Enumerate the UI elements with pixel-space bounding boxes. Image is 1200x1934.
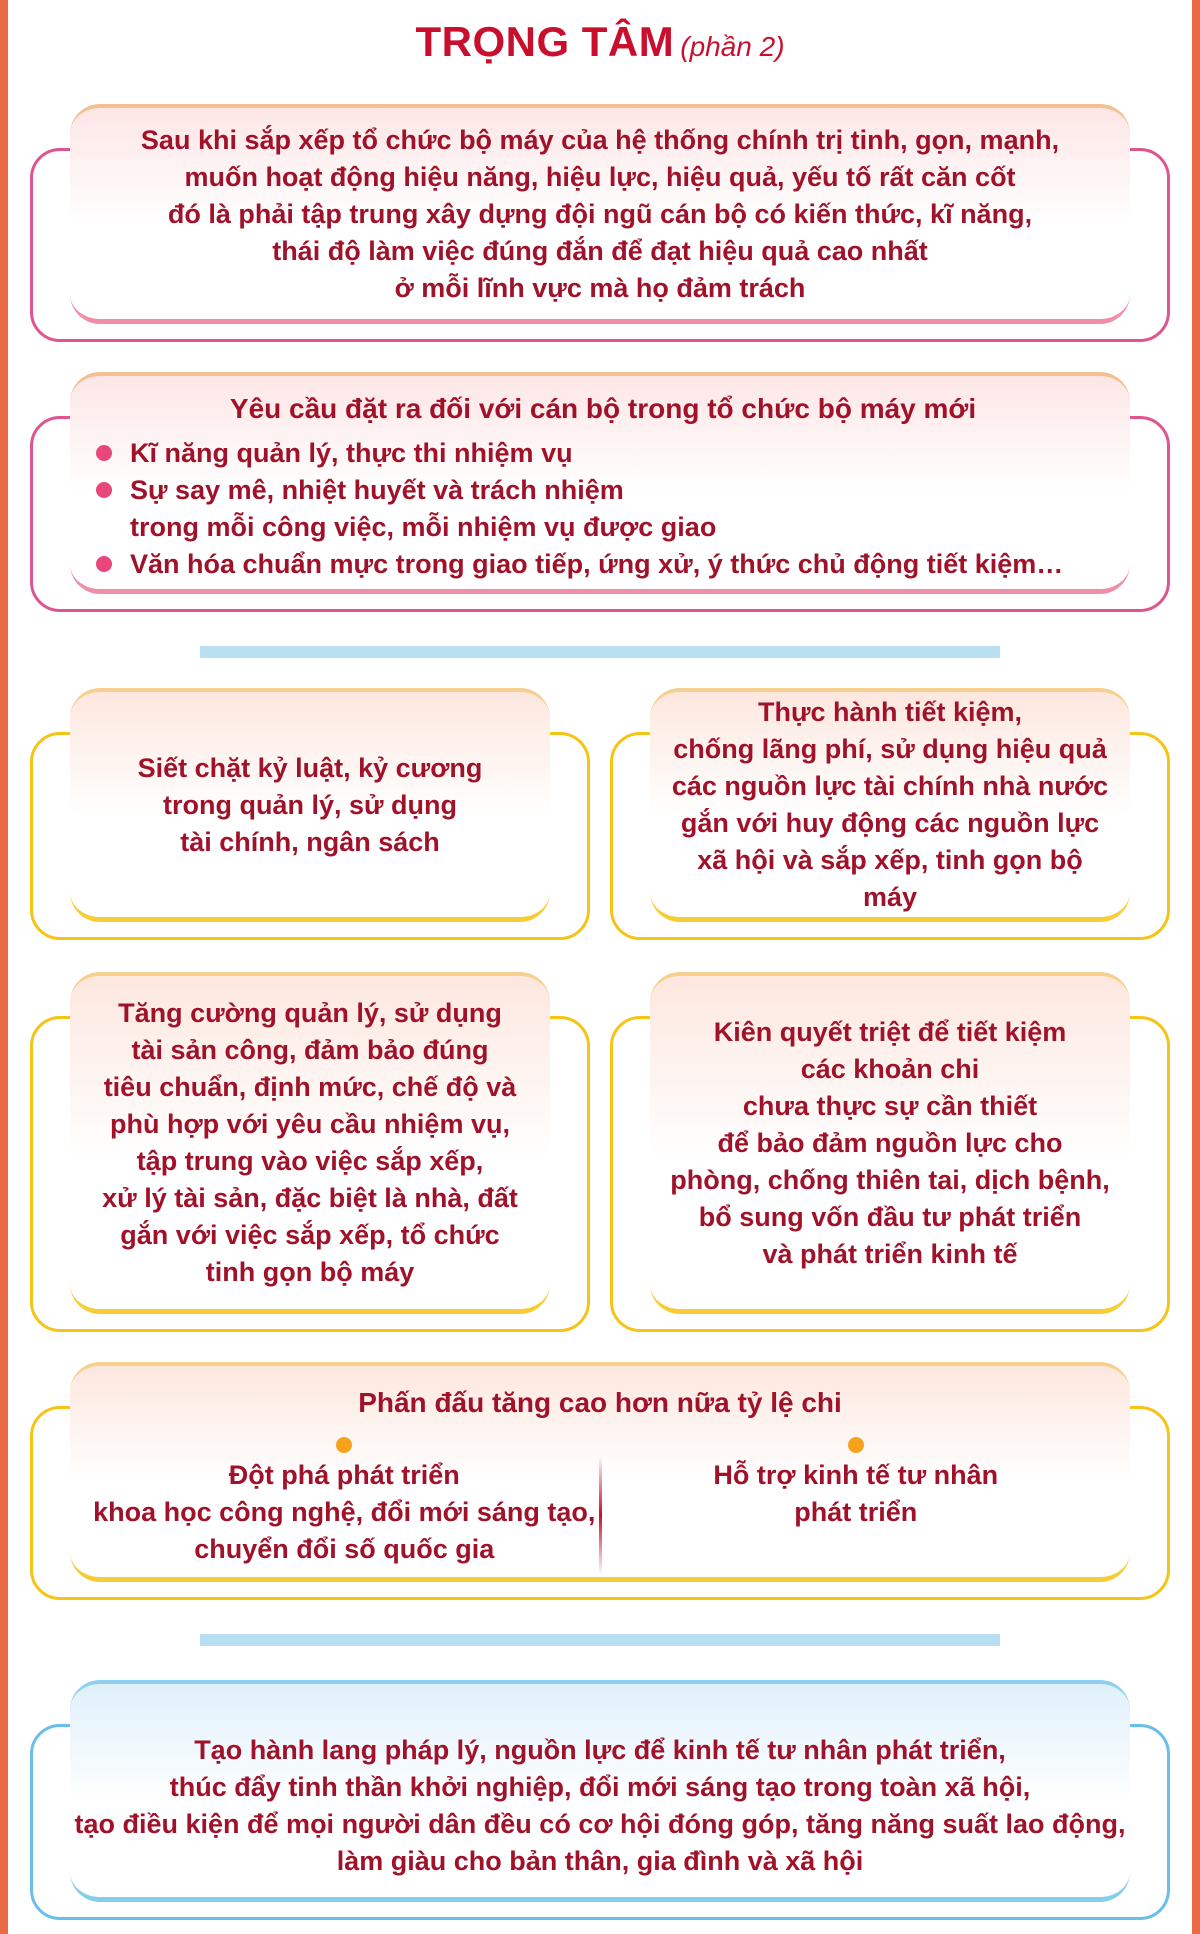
cut-spending-line: bổ sung vốn đầu tư phát triển [698, 1201, 1082, 1232]
requirement-item: Sự say mê, nhiệt huyết và trách nhiệm trong mỗi công việc, mỗi nhiệm vụ được giao [96, 472, 1110, 546]
cut-spending-line: phòng, chống thiên tai, dịch bệnh, [670, 1164, 1110, 1195]
saving-line: chống lãng phí, sử dụng hiệu quả [673, 734, 1107, 764]
intro-line: Sau khi sắp xếp tổ chức bộ máy của hệ thống chính trị tinh, gọn, mạnh, [140, 124, 1060, 155]
assets-line: xử lý tài sản, đặc biệt là nhà, đất [102, 1183, 518, 1213]
private-sector-line: Tạo hành lang pháp lý, nguồn lực để kinh tế tư nhân phát triển, [194, 1735, 1006, 1765]
private-sector-line: thúc đẩy tinh thần khởi nghiệp, đổi mới sáng tạo trong toàn xã hội, [169, 1772, 1031, 1802]
discipline-line: trong quản lý, sử dụng [162, 789, 458, 820]
intro-line: muốn hoạt động hiệu năng, hiệu lực, hiệu quả, yếu tố rất căn cốt [184, 161, 1016, 192]
spending-left-line: khoa học công nghệ, đổi mới sáng tạo, [93, 1497, 596, 1527]
title-main: TRỌNG TÂM [415, 18, 675, 65]
requirements-heading: Yêu cầu đặt ra đối với cán bộ trong tổ chức bộ máy mới [229, 393, 977, 424]
assets-line: tinh gọn bộ máy [205, 1257, 415, 1287]
saving-line: Thực hành tiết kiệm, [757, 697, 1023, 727]
requirements-list [96, 435, 1110, 583]
cut-spending-line: để bảo đảm nguồn lực cho [717, 1127, 1063, 1158]
assets-line: tài sản công, đảm bảo đúng [131, 1035, 489, 1065]
section-divider [200, 646, 1000, 658]
private-sector-card [30, 1680, 1170, 1920]
assets-line: Tăng cường quản lý, sử dụng [118, 998, 502, 1028]
assets-card [30, 972, 590, 1332]
private-sector-line: làm giàu cho bản thân, gia đình và xã hội [336, 1846, 864, 1876]
cut-spending-line: Kiên quyết triệt để tiết kiệm [713, 1016, 1067, 1047]
right-edge-stripe [1192, 0, 1200, 1934]
saving-line: gắn với huy động các nguồn lực [680, 808, 1100, 838]
left-edge-stripe [0, 0, 8, 1934]
spending-right-line: phát triển [794, 1497, 918, 1527]
cut-spending-line: và phát triển kinh tế [762, 1238, 1018, 1269]
cut-spending-line: chưa thực sự cần thiết [742, 1090, 1038, 1121]
title-sub: (phần 2) [680, 31, 785, 62]
spending-left-line: Đột phá phát triển [228, 1460, 460, 1490]
requirements-card [30, 372, 1170, 612]
bullet-dot-icon [848, 1437, 864, 1453]
assets-line: tiêu chuẩn, định mức, chế độ và [103, 1072, 517, 1102]
spending-left-line: chuyển đổi số quốc gia [194, 1534, 495, 1564]
spending-ratio-heading: Phấn đấu tăng cao hơn nữa tỷ lệ chi [358, 1387, 842, 1418]
spending-ratio-left [90, 1435, 599, 1568]
discipline-card [30, 688, 590, 940]
assets-line: phù hợp với yêu cầu nhiệm vụ, [110, 1109, 510, 1139]
intro-line: đó là phải tập trung xây dựng đội ngũ cán bộ có kiến thức, kĩ năng, [167, 198, 1033, 229]
intro-card [30, 104, 1170, 342]
requirement-item: Văn hóa chuẩn mực trong giao tiếp, ứng xử, ý thức chủ động tiết kiệm… [96, 546, 1110, 583]
assets-line: tập trung vào việc sắp xếp, [136, 1146, 484, 1176]
cut-spending-line: các khoản chi [800, 1053, 980, 1084]
section-divider [200, 1634, 1000, 1646]
intro-line: thái độ làm việc đúng đắn để đạt hiệu quả cao nhất [272, 235, 928, 266]
cut-spending-card [610, 972, 1170, 1332]
bullet-dot-icon [336, 1437, 352, 1453]
intro-line: ở mỗi lĩnh vực mà họ đảm trách [394, 272, 806, 303]
discipline-line: Siết chặt kỷ luật, kỷ cương [137, 752, 483, 783]
page-title [0, 18, 1200, 66]
spending-ratio-columns [90, 1435, 1110, 1575]
spending-ratio-card [30, 1362, 1170, 1600]
spending-ratio-right [602, 1435, 1111, 1531]
spending-right-line: Hỗ trợ kinh tế tư nhân [713, 1460, 999, 1490]
saving-line: các nguồn lực tài chính nhà nước [671, 771, 1109, 801]
private-sector-line: tạo điều kiện để mọi người dân đều có cơ hội đóng góp, tăng năng suất lao động, [74, 1809, 1126, 1839]
requirement-item: Kĩ năng quản lý, thực thi nhiệm vụ [96, 435, 1110, 472]
assets-line: gắn với việc sắp xếp, tổ chức [120, 1220, 500, 1250]
saving-line: xã hội và sắp xếp, tinh gọn bộ máy [697, 845, 1083, 912]
discipline-line: tài chính, ngân sách [180, 826, 440, 857]
saving-card [610, 688, 1170, 940]
